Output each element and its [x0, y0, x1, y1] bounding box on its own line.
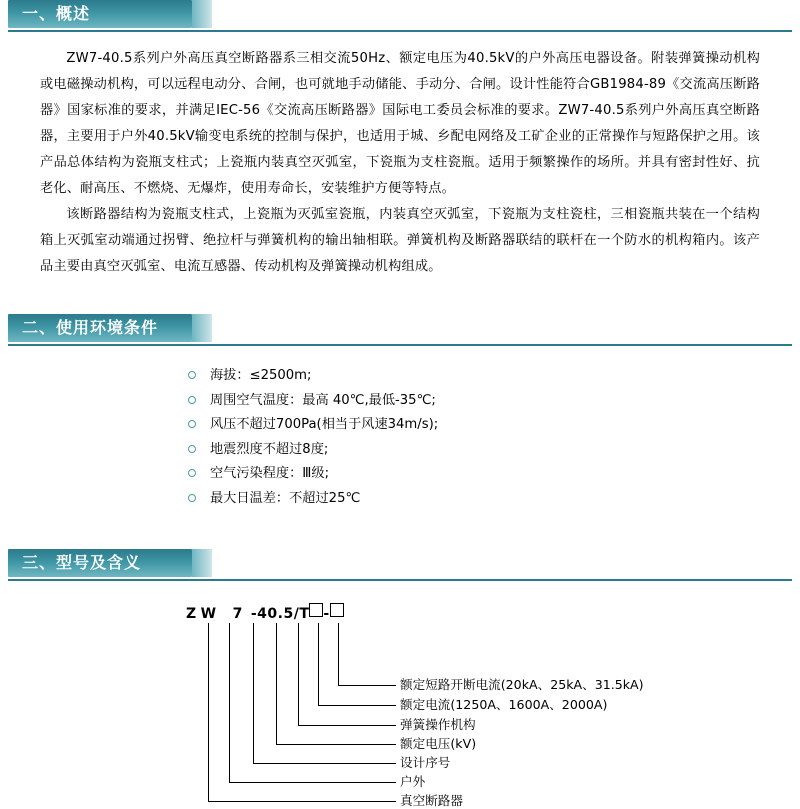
section-rule	[8, 344, 792, 346]
leader-vline-6	[229, 623, 230, 782]
leader-hline-1	[338, 685, 396, 686]
section-title-overview: 一、概述	[22, 4, 91, 23]
bullet-circle-icon	[188, 469, 196, 477]
legend-vacuum-breaker: 真空断路器	[400, 793, 463, 808]
bullet-circle-icon	[188, 396, 196, 404]
leader-vline-7	[208, 623, 209, 801]
section-rule	[8, 579, 792, 581]
model-code-part-voltage: 40.5/T	[257, 606, 310, 622]
bullet-circle-icon	[188, 494, 196, 502]
overview-body	[0, 34, 800, 280]
overview-paragraph-1: ZW7-40.5系列户外高压真空断路器系三相交流50Hz、额定电压为40.5kV的户外高压电器设备。附装弹簧操动机构或电磁操动机构，可以远程电动分、合闸，也可就地手动储能、手动分、合闸。设计性能符合GB1984-89《交流高压断路器》国家标准的要求，并满足IEC-56《交流高压断路器》国际电工委员会标准的要求。ZW7-40.5系列户外高压真空断路器，主要用于户外40.5kV输变电系统的控制与保护，也适用于城、乡配电网络及工矿企业的正常操作与短路保护之用。该产品总体结构为瓷瓶支柱式；上瓷瓶内装真空灭弧室，下瓷瓶为支柱瓷瓶。适用于频繁操作的场所。并具有密封性好、抗老化、耐高压、不燃烧、无爆炸，使用寿命长，安装维护方便等特点。	[40, 51, 760, 196]
model-code-part-z: Z	[186, 606, 197, 622]
list-item-label: 空气污染程度：Ⅲ级;	[210, 466, 330, 481]
list-item	[188, 438, 800, 463]
legend-outdoor: 户外	[400, 774, 426, 789]
legend-spring-mechanism: 弹簧操作机构	[400, 717, 476, 732]
model-code-dash-2: -	[323, 606, 330, 622]
list-item	[188, 487, 800, 512]
section-bar-tail	[192, 314, 212, 342]
leader-vline-1	[338, 623, 339, 685]
leader-vline-3	[298, 623, 299, 725]
model-code-part-w: W	[200, 606, 217, 622]
legend-design-serial: 设计序号	[400, 755, 451, 770]
list-item-label: 地震烈度不超过8度;	[210, 441, 329, 457]
leader-hline-5	[253, 763, 396, 764]
legend-rated-voltage: 额定电压(kV)	[400, 736, 477, 751]
list-item-label: 海拔：≤2500m;	[210, 368, 312, 383]
model-designation-diagram	[0, 593, 800, 808]
section-bar-tail	[192, 0, 212, 28]
list-item-label: 周围空气温度：最高 40℃,最低-35℃;	[210, 392, 436, 408]
conditions-list	[0, 364, 800, 511]
leader-hline-4	[276, 744, 396, 745]
list-item	[188, 364, 800, 389]
list-item-label: 最大日温差：不超过25℃	[210, 490, 361, 506]
overview-paragraph-2: 该断路器结构为瓷瓶支柱式，上瓷瓶为灭弧室瓷瓶，内装真空灭弧室，下瓷瓶为支柱瓷柱，三相瓷瓶共装在一个结构箱上灭弧室动端通过拐臂、绝拉杆与弹簧机构的输出轴相联。弹簧机构及断路器联结的联杆在一个防水的机构箱内。该产品主要由真空灭弧室、电流互感器、传动机构及弹簧操动机构组成。	[40, 207, 760, 274]
section-header-model	[0, 549, 800, 583]
section-title-model: 三、型号及含义	[22, 553, 142, 572]
bullet-circle-icon	[188, 445, 196, 453]
section-bar-tail	[192, 549, 212, 577]
leader-hline-2	[318, 705, 396, 706]
list-item-label: 风压不超过700Pa(相当于风速34m/s);	[210, 417, 439, 432]
model-code-dash-1: -	[250, 606, 258, 622]
leader-vline-5	[253, 623, 254, 763]
leader-hline-7	[208, 801, 396, 802]
section-title-conditions: 二、使用环境条件	[22, 318, 159, 337]
section-rule	[8, 30, 792, 32]
leader-vline-2	[318, 623, 319, 705]
section-header-conditions	[0, 314, 800, 348]
leader-hline-6	[229, 782, 396, 783]
section-header-overview	[0, 0, 800, 34]
model-code-part-7: 7	[232, 606, 243, 622]
legend-rated-breaking-current: 额定短路开断电流(20kA、25kA、31.5kA)	[400, 677, 644, 692]
bullet-circle-icon	[188, 420, 196, 428]
list-item	[188, 389, 800, 414]
list-item	[188, 413, 800, 438]
list-item	[188, 462, 800, 487]
legend-rated-current: 额定电流(1250A、1600A、2000A)	[400, 697, 608, 712]
bullet-circle-icon	[188, 371, 196, 379]
